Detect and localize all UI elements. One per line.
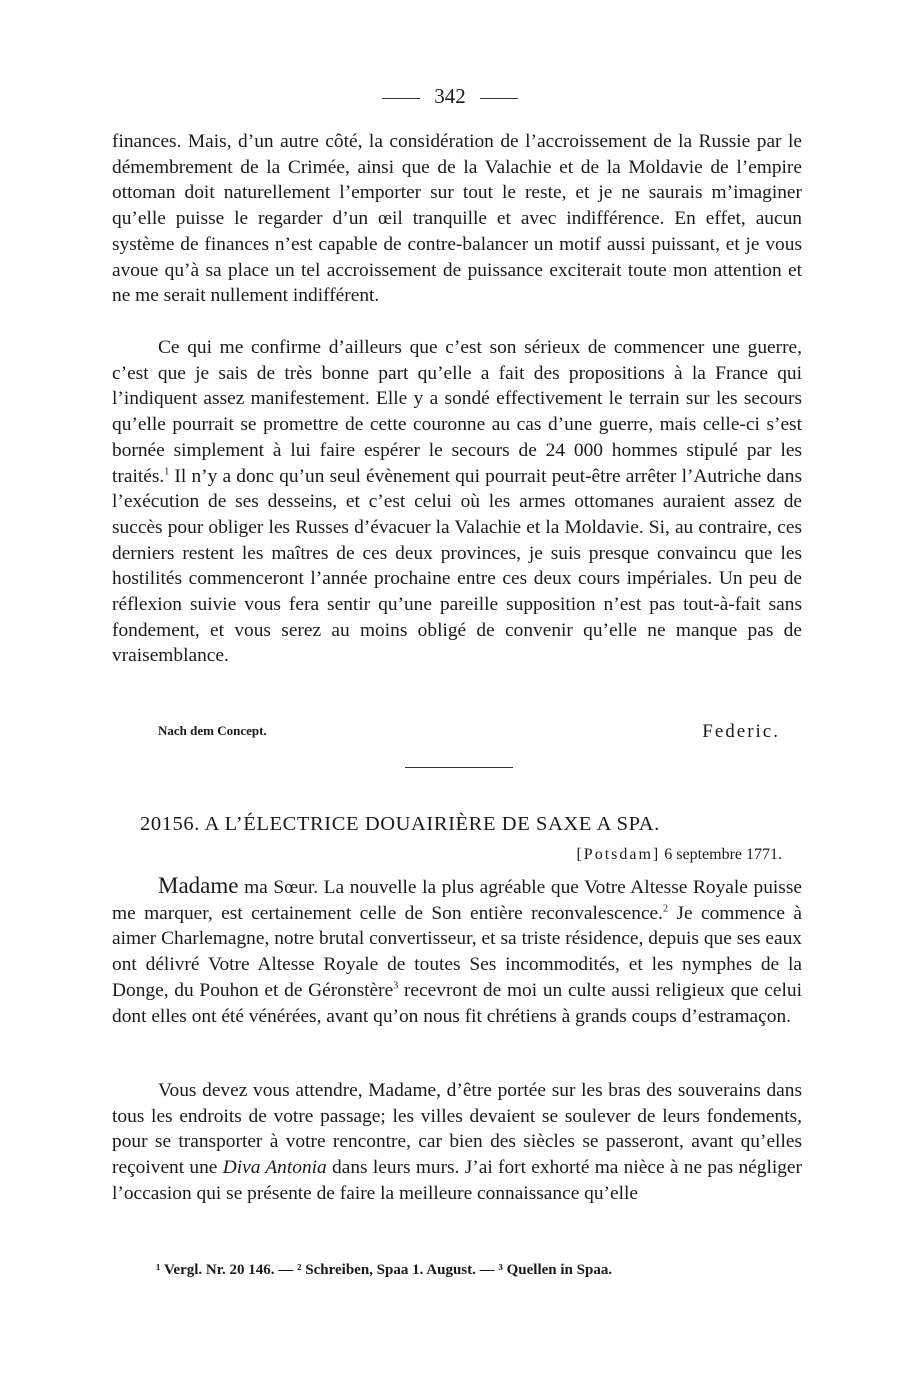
page-number-dash-right — [480, 98, 518, 99]
letter1-closing — [112, 721, 802, 745]
footnote-ref-2: 2 — [663, 903, 669, 915]
letter2-dateline — [576, 846, 782, 864]
letter2-heading: 20156. A L’ÉLECTRICE DOUAIRIÈRE DE SAXE A SPA. — [140, 813, 660, 835]
diva-antonia: Diva Antonia — [222, 1157, 327, 1179]
page-number: 342 — [0, 84, 900, 109]
footnote-ref-1: 1 — [164, 466, 170, 478]
letter2-date: 6 septembre 1771. — [664, 846, 782, 863]
letter2-place: [Potsdam] — [576, 846, 661, 863]
footnotes: ¹ Vergl. Nr. 20 146. — ² Schreiben, Spaa 1. August. — ³ Quellen in Spaa. — [156, 1262, 613, 1278]
letter1-paragraph-1: finances. Mais, d’un autre côté, la considération de l’accroissement de la Russie par le démembrement de la Crimée, ainsi que de la Valachie et de la Moldavie de l’empire ottoman doit naturellement l’emporter sur tout le reste, et je ne saurais m’imaginer qu’elle puisse le regarder d’un œil tranquille et avec indifférence. En effet, aucun système de finances n’est capable de contre-balancer un motif aussi puissant, et je vous avoue qu’à sa place un tel accroissement de puissance exciterait toute mon attention et ne me serait nullement indifférent. — [112, 131, 802, 307]
letter1-paragraph-2: Ce qui me confirme d’ailleurs que c’est son sérieux de commencer une guerre, c’est que je sais de très bonne part qu’elle a fait des propositions à la France qui l’indiquent assez manifestement. Elle y a sondé effectivement le terrain sur les secours qu’elle pourrait se promettre de cette couronne au cas d’une guerre, mais celle-ci s’est bornée simplement à lui faire espérer le secours de 24 000 hommes stipulé par les traités.$^1$ Il n’y a donc qu’un seul évènement qui pourrait peut-être arrêter l’Autriche dans l’exécution de ses desseins, et c’est celui où les armes ottomanes auraient assez de succès pour obliger les Russes d’évacuer la Valachie et la Moldavie. Si, au contraire, ces derniers restent les maîtres de ces deux provinces, je suis presque convaincu que les hostilités commenceront l’année prochaine entre ces deux cours impériales. Un peu de réflexion suivie vous fera sentir qu’une pareille supposition n’est pas tout-à-fait sans fondement, et vous serez au moins obligé de convenir qu’elle ne manque pas de vraisemblance. — [112, 337, 802, 667]
source-note: Nach dem Concept. — [158, 723, 267, 738]
letter2-paragraph-2: Vous devez vous attendre, Madame, d’être portée sur les bras des souverains dans tous les endroits de votre passage; les villes devaient se soulever de leurs fondements, pour se transporter à votre rencontre, car bien des siècles se passeront, avant qu’elles reçoivent une Diva Antonia dans leurs murs. J’ai fort exhorté ma nièce à ne pas négliger l’occasion qui se présente de faire la meilleure connaissance qu’elle — [112, 1080, 802, 1204]
letter2-paragraph-1: Madame ma Sœur. La nouvelle la plus agréable que Votre Altesse Royale puisse me marquer, est certainement celle de Son entière reconvalescence.$^2$ Je commence à aimer Charlemagne, notre brutal convertisseur, et sa triste résidence, depuis que ses eaux ont délivré Votre Altesse Royale de toutes Ses incommodités, et les nymphes de la Donge, du Pouhon et de Géronstère$^3$ recevront de moi un culte aussi religieux que celui dont elles ont été vénérées, avant qu’on nous fit chrétiens à grands coups d’estramaçon. — [112, 873, 802, 1027]
page-number-dash-left — [382, 98, 420, 99]
footnote-ref-3: 3 — [393, 980, 399, 992]
signature: Federic. — [702, 721, 780, 742]
section-divider — [405, 767, 513, 768]
salutation: Madame — [158, 873, 239, 898]
